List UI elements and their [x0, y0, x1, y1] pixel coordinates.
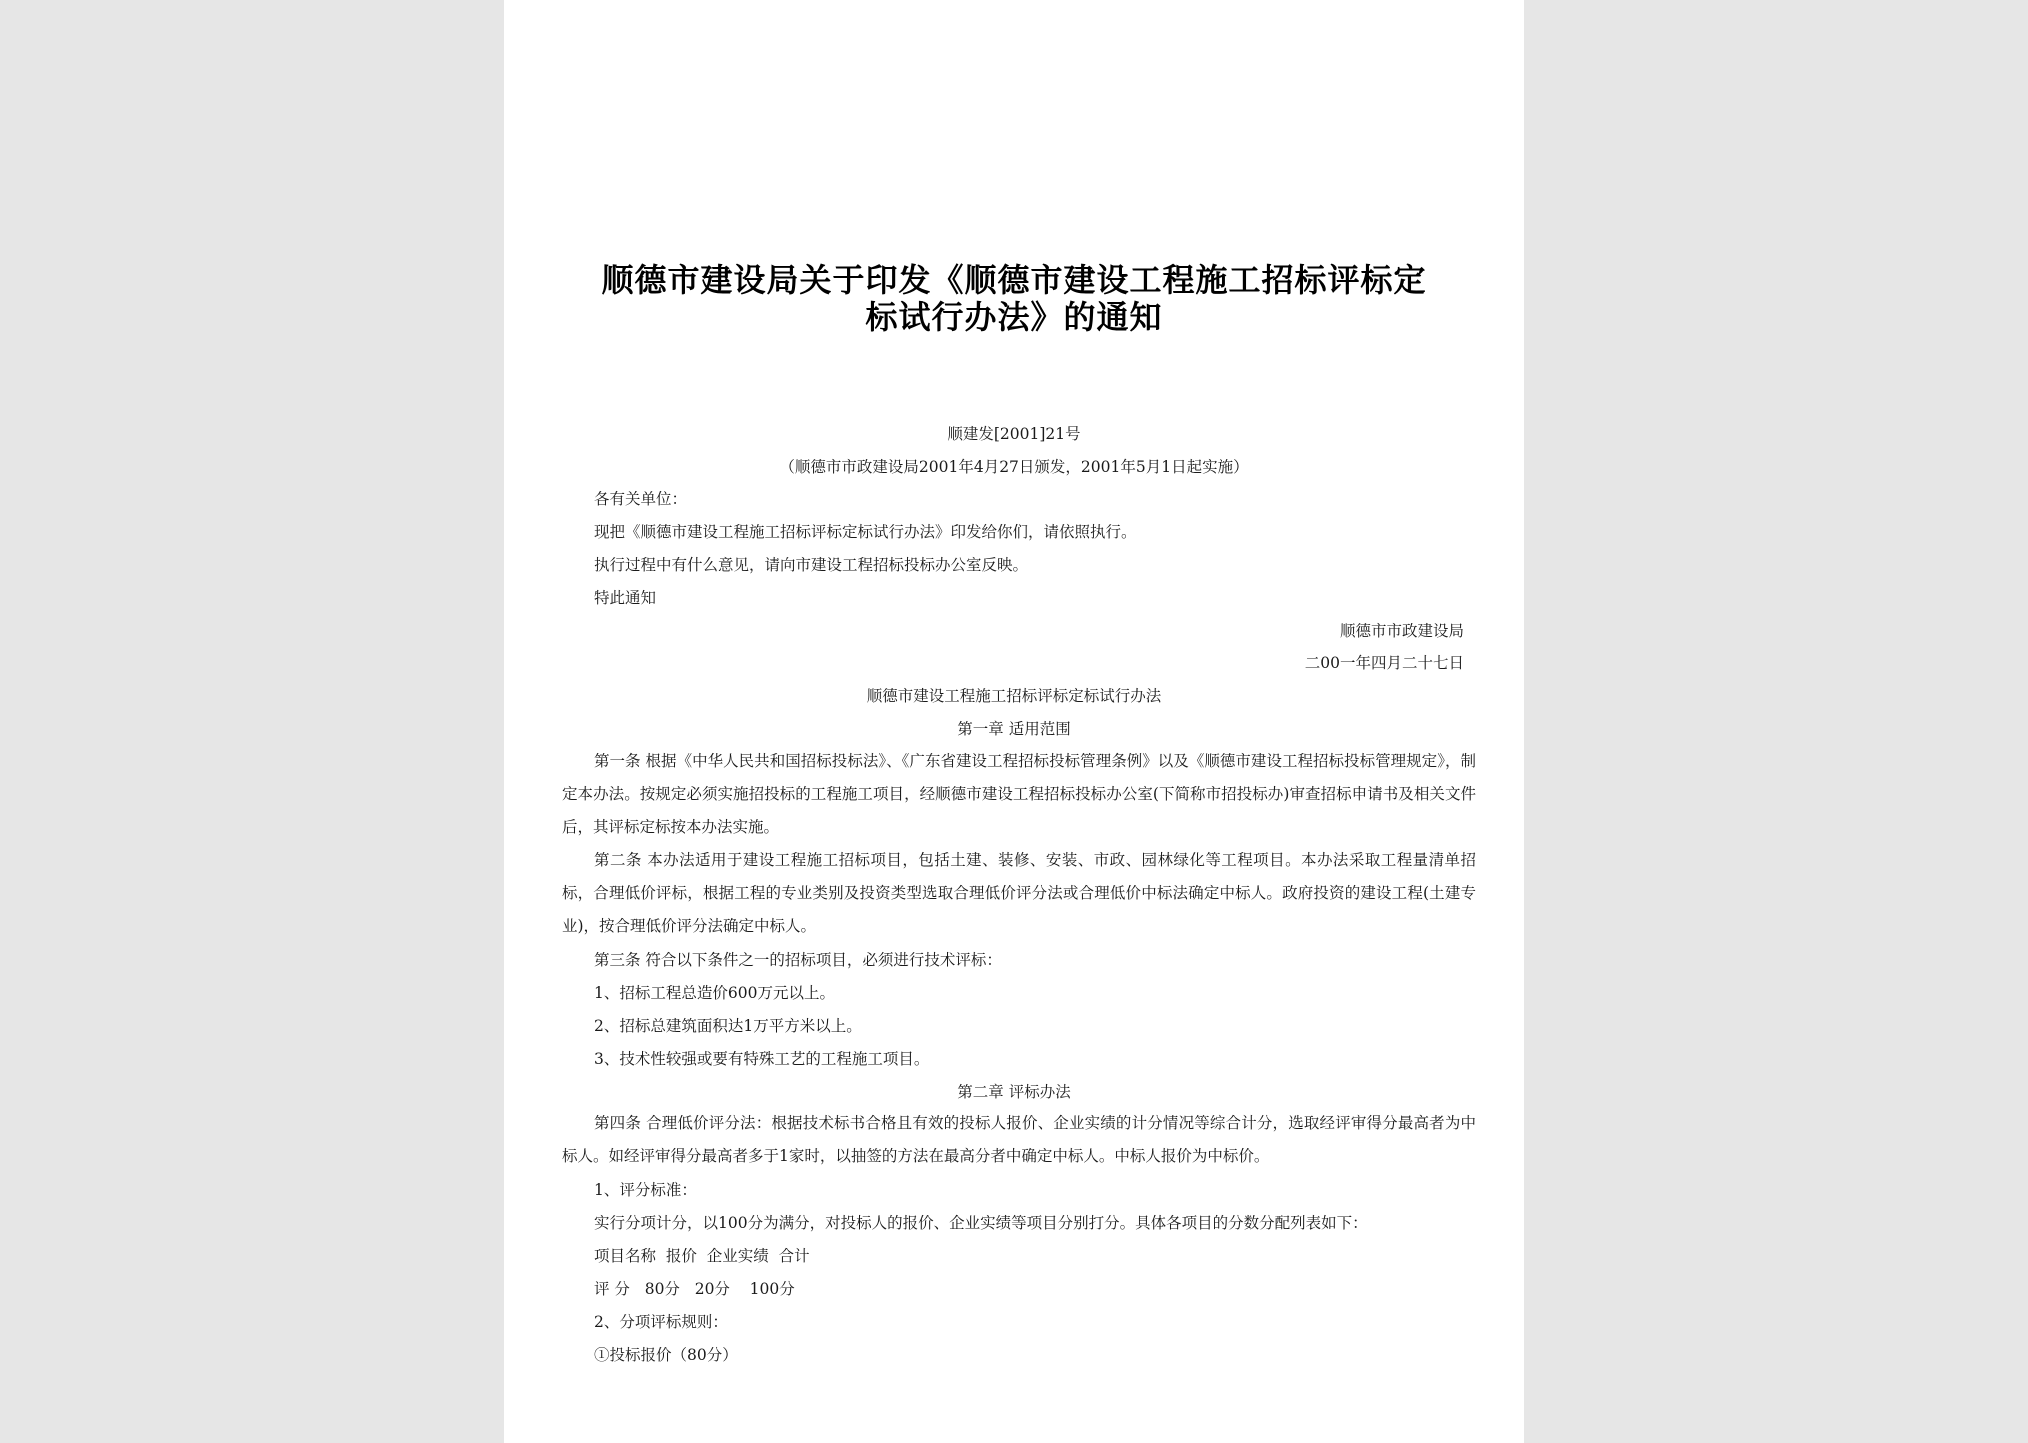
- section-heading: 2、分项评标规则：: [594, 1313, 728, 1331]
- article-paragraph: 第二条 本办法适用于建设工程施工招标项目，包括土建、装修、安装、市政、园林绿化等工程项目。本办法采取工程量清单招标，合理低价评标，根据工程的专业类别及投资类型选取合理低价评分法或合理低价中标法确定中标人。政府投资的建设工程(土建专业)，按合理低价评分法确定中标人。: [562, 851, 1476, 935]
- document-title: 顺德市建设局关于印发《顺德市建设工程施工招标评标定标试行办法》的通知: [601, 261, 1427, 336]
- score-table-row: 评 分 80分 20分 100分: [594, 1280, 795, 1298]
- document-number: 顺建发[2001]21号: [947, 425, 1081, 443]
- list-item: 3、技术性较强或要有特殊工艺的工程施工项目。: [594, 1050, 930, 1068]
- issue-note: （顺德市市政建设局2001年4月27日颁发，2001年5月1日起实施）: [779, 458, 1249, 476]
- chapter-heading: 第二章 评标办法: [957, 1083, 1071, 1101]
- issue-date: 二00一年四月二十七日: [1304, 654, 1464, 672]
- list-item: 2、招标总建筑面积达1万平方米以上。: [594, 1017, 862, 1035]
- rule-item: ①投标报价（80分）: [594, 1346, 738, 1364]
- chapter-heading: 第一章 适用范围: [957, 720, 1071, 738]
- body-line: 现把《顺德市建设工程施工招标评标定标试行办法》印发给你们，请依照执行。: [594, 523, 1137, 541]
- body-line: 执行过程中有什么意见，请向市建设工程招标投标办公室反映。: [594, 556, 1029, 574]
- body-line: 特此通知: [594, 589, 657, 607]
- attachment-title: 顺德市建设工程施工招标评标定标试行办法: [866, 687, 1162, 705]
- section-heading: 1、评分标准：: [594, 1181, 697, 1199]
- issuer: 顺德市市政建设局: [1339, 622, 1464, 640]
- scoring-description: 实行分项计分，以100分为满分，对投标人的报价、企业实绩等项目分别打分。具体各项目的分数分配列表如下：: [594, 1214, 1368, 1232]
- score-table-header: 项目名称 报价 企业实绩 合计: [594, 1247, 810, 1265]
- article-paragraph: 第四条 合理低价评分法：根据技术标书合格且有效的投标人报价、企业实绩的计分情况等综合计分，选取经评审得分最高者为中标人。如经评审得分最高者多于1家时，以抽签的方法在最高分者中确定中标人。中标人报价为中标价。: [562, 1114, 1476, 1165]
- document-page: [504, 0, 1524, 1443]
- article-paragraph: 第三条 符合以下条件之一的招标项目，必须进行技术评标：: [594, 951, 1002, 969]
- salutation: 各有关单位：: [594, 490, 688, 508]
- article-paragraph: 第一条 根据《中华人民共和国招标投标法》、《广东省建设工程招标投标管理条例》以及《顺德市建设工程招标投标管理规定》，制定本办法。按规定必须实施招投标的工程施工项目，经顺德市建设工程招标投标办公室(下简称市招投标办)审查招标申请书及相关文件后，其评标定标按本办法实施。: [562, 752, 1476, 836]
- list-item: 1、招标工程总造价600万元以上。: [594, 984, 835, 1002]
